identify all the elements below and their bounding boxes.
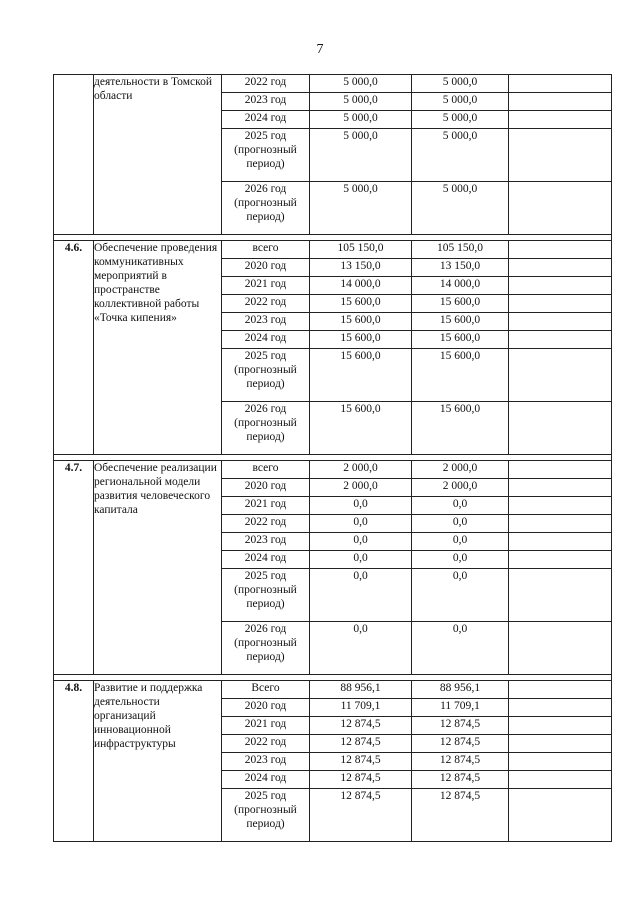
table-row bbox=[54, 681, 612, 699]
empty-cell bbox=[509, 259, 612, 277]
section-number: 4.8. bbox=[54, 681, 94, 842]
year-cell: 2023 год bbox=[222, 313, 310, 331]
planned-value-cell: 2 000,0 bbox=[310, 479, 412, 497]
empty-cell bbox=[509, 295, 612, 313]
planned-value-cell: 5 000,0 bbox=[310, 129, 412, 182]
funded-value-cell: 0,0 bbox=[412, 497, 509, 515]
planned-value-cell: 11 709,1 bbox=[310, 699, 412, 717]
empty-cell bbox=[509, 75, 612, 93]
funded-value-cell: 12 874,5 bbox=[412, 717, 509, 735]
planned-value-cell: 0,0 bbox=[310, 533, 412, 551]
empty-cell bbox=[509, 735, 612, 753]
table-row bbox=[54, 75, 612, 93]
planned-value-cell: 15 600,0 bbox=[310, 402, 412, 455]
funded-value-cell: 15 600,0 bbox=[412, 402, 509, 455]
year-cell: 2026 год (прогнозный период) bbox=[222, 182, 310, 235]
funded-value-cell: 5 000,0 bbox=[412, 129, 509, 182]
year-cell: всего bbox=[222, 461, 310, 479]
funded-value-cell: 2 000,0 bbox=[412, 461, 509, 479]
year-cell: 2022 год bbox=[222, 735, 310, 753]
funded-value-cell: 14 000,0 bbox=[412, 277, 509, 295]
empty-cell bbox=[509, 753, 612, 771]
empty-cell bbox=[509, 93, 612, 111]
year-cell: 2021 год bbox=[222, 497, 310, 515]
year-cell: 2025 год (прогнозный период) bbox=[222, 349, 310, 402]
empty-cell bbox=[509, 402, 612, 455]
funded-value-cell: 88 956,1 bbox=[412, 681, 509, 699]
funded-value-cell: 0,0 bbox=[412, 533, 509, 551]
empty-cell bbox=[509, 551, 612, 569]
section-name: Обеспечение реализации региональной модели развития человеческого капитала bbox=[94, 461, 222, 675]
year-cell: 2024 год bbox=[222, 771, 310, 789]
planned-value-cell: 5 000,0 bbox=[310, 93, 412, 111]
funded-value-cell: 0,0 bbox=[412, 622, 509, 675]
funded-value-cell: 12 874,5 bbox=[412, 753, 509, 771]
planned-value-cell: 13 150,0 bbox=[310, 259, 412, 277]
funded-value-cell: 0,0 bbox=[412, 551, 509, 569]
funded-value-cell: 5 000,0 bbox=[412, 93, 509, 111]
year-cell: 2024 год bbox=[222, 111, 310, 129]
funded-value-cell: 105 150,0 bbox=[412, 241, 509, 259]
year-cell: 2024 год bbox=[222, 331, 310, 349]
planned-value-cell: 5 000,0 bbox=[310, 75, 412, 93]
planned-value-cell: 12 874,5 bbox=[310, 753, 412, 771]
year-cell: 2021 год bbox=[222, 277, 310, 295]
planned-value-cell: 0,0 bbox=[310, 569, 412, 622]
empty-cell bbox=[509, 182, 612, 235]
empty-cell bbox=[509, 479, 612, 497]
year-cell: 2021 год bbox=[222, 717, 310, 735]
empty-cell bbox=[509, 699, 612, 717]
empty-cell bbox=[509, 111, 612, 129]
empty-cell bbox=[509, 349, 612, 402]
table-row bbox=[54, 461, 612, 479]
planned-value-cell: 5 000,0 bbox=[310, 111, 412, 129]
budget-table bbox=[53, 74, 612, 842]
year-cell: 2022 год bbox=[222, 515, 310, 533]
funded-value-cell: 12 874,5 bbox=[412, 789, 509, 842]
planned-value-cell: 15 600,0 bbox=[310, 295, 412, 313]
planned-value-cell: 15 600,0 bbox=[310, 313, 412, 331]
year-cell: 2025 год (прогнозный период) bbox=[222, 569, 310, 622]
planned-value-cell: 15 600,0 bbox=[310, 331, 412, 349]
empty-cell bbox=[509, 533, 612, 551]
empty-cell bbox=[509, 241, 612, 259]
year-cell: Всего bbox=[222, 681, 310, 699]
year-cell: 2020 год bbox=[222, 479, 310, 497]
empty-cell bbox=[509, 461, 612, 479]
funded-value-cell: 15 600,0 bbox=[412, 331, 509, 349]
planned-value-cell: 105 150,0 bbox=[310, 241, 412, 259]
planned-value-cell: 15 600,0 bbox=[310, 349, 412, 402]
year-cell: 2026 год (прогнозный период) bbox=[222, 402, 310, 455]
year-cell: 2025 год (прогнозный период) bbox=[222, 789, 310, 842]
funded-value-cell: 11 709,1 bbox=[412, 699, 509, 717]
funded-value-cell: 12 874,5 bbox=[412, 735, 509, 753]
table-row bbox=[54, 241, 612, 259]
empty-cell bbox=[509, 789, 612, 842]
empty-cell bbox=[509, 681, 612, 699]
empty-cell bbox=[509, 497, 612, 515]
empty-cell bbox=[509, 313, 612, 331]
year-cell: 2022 год bbox=[222, 295, 310, 313]
year-cell: 2023 год bbox=[222, 533, 310, 551]
planned-value-cell: 14 000,0 bbox=[310, 277, 412, 295]
planned-value-cell: 12 874,5 bbox=[310, 771, 412, 789]
section-name: деятельности в Томской области bbox=[94, 75, 222, 235]
year-cell: 2025 год (прогнозный период) bbox=[222, 129, 310, 182]
empty-cell bbox=[509, 569, 612, 622]
funded-value-cell: 0,0 bbox=[412, 515, 509, 533]
year-cell: 2023 год bbox=[222, 93, 310, 111]
year-cell: 2026 год (прогнозный период) bbox=[222, 622, 310, 675]
year-cell: 2020 год bbox=[222, 259, 310, 277]
year-cell: 2022 год bbox=[222, 75, 310, 93]
budget-table-body bbox=[54, 75, 612, 842]
section-number bbox=[54, 75, 94, 235]
year-cell: 2023 год bbox=[222, 753, 310, 771]
year-cell: всего bbox=[222, 241, 310, 259]
empty-cell bbox=[509, 622, 612, 675]
year-cell: 2024 год bbox=[222, 551, 310, 569]
planned-value-cell: 88 956,1 bbox=[310, 681, 412, 699]
funded-value-cell: 5 000,0 bbox=[412, 75, 509, 93]
section-name: Развитие и поддержка деятельности организаций инновационной инфраструктуры bbox=[94, 681, 222, 842]
year-cell: 2020 год bbox=[222, 699, 310, 717]
funded-value-cell: 12 874,5 bbox=[412, 771, 509, 789]
section-number: 4.7. bbox=[54, 461, 94, 675]
funded-value-cell: 2 000,0 bbox=[412, 479, 509, 497]
planned-value-cell: 12 874,5 bbox=[310, 735, 412, 753]
funded-value-cell: 15 600,0 bbox=[412, 313, 509, 331]
planned-value-cell: 12 874,5 bbox=[310, 717, 412, 735]
funded-value-cell: 5 000,0 bbox=[412, 111, 509, 129]
empty-cell bbox=[509, 331, 612, 349]
planned-value-cell: 2 000,0 bbox=[310, 461, 412, 479]
page-number: 7 bbox=[316, 42, 324, 57]
empty-cell bbox=[509, 717, 612, 735]
planned-value-cell: 0,0 bbox=[310, 622, 412, 675]
empty-cell bbox=[509, 771, 612, 789]
funded-value-cell: 0,0 bbox=[412, 569, 509, 622]
empty-cell bbox=[509, 129, 612, 182]
planned-value-cell: 0,0 bbox=[310, 551, 412, 569]
funded-value-cell: 5 000,0 bbox=[412, 182, 509, 235]
planned-value-cell: 12 874,5 bbox=[310, 789, 412, 842]
planned-value-cell: 0,0 bbox=[310, 515, 412, 533]
funded-value-cell: 15 600,0 bbox=[412, 349, 509, 402]
empty-cell bbox=[509, 277, 612, 295]
planned-value-cell: 5 000,0 bbox=[310, 182, 412, 235]
empty-cell bbox=[509, 515, 612, 533]
section-number: 4.6. bbox=[54, 241, 94, 455]
section-name: Обеспечение проведения коммуникативных мероприятий в пространстве коллективной работы «Точка кипения» bbox=[94, 241, 222, 455]
planned-value-cell: 0,0 bbox=[310, 497, 412, 515]
funded-value-cell: 13 150,0 bbox=[412, 259, 509, 277]
funded-value-cell: 15 600,0 bbox=[412, 295, 509, 313]
